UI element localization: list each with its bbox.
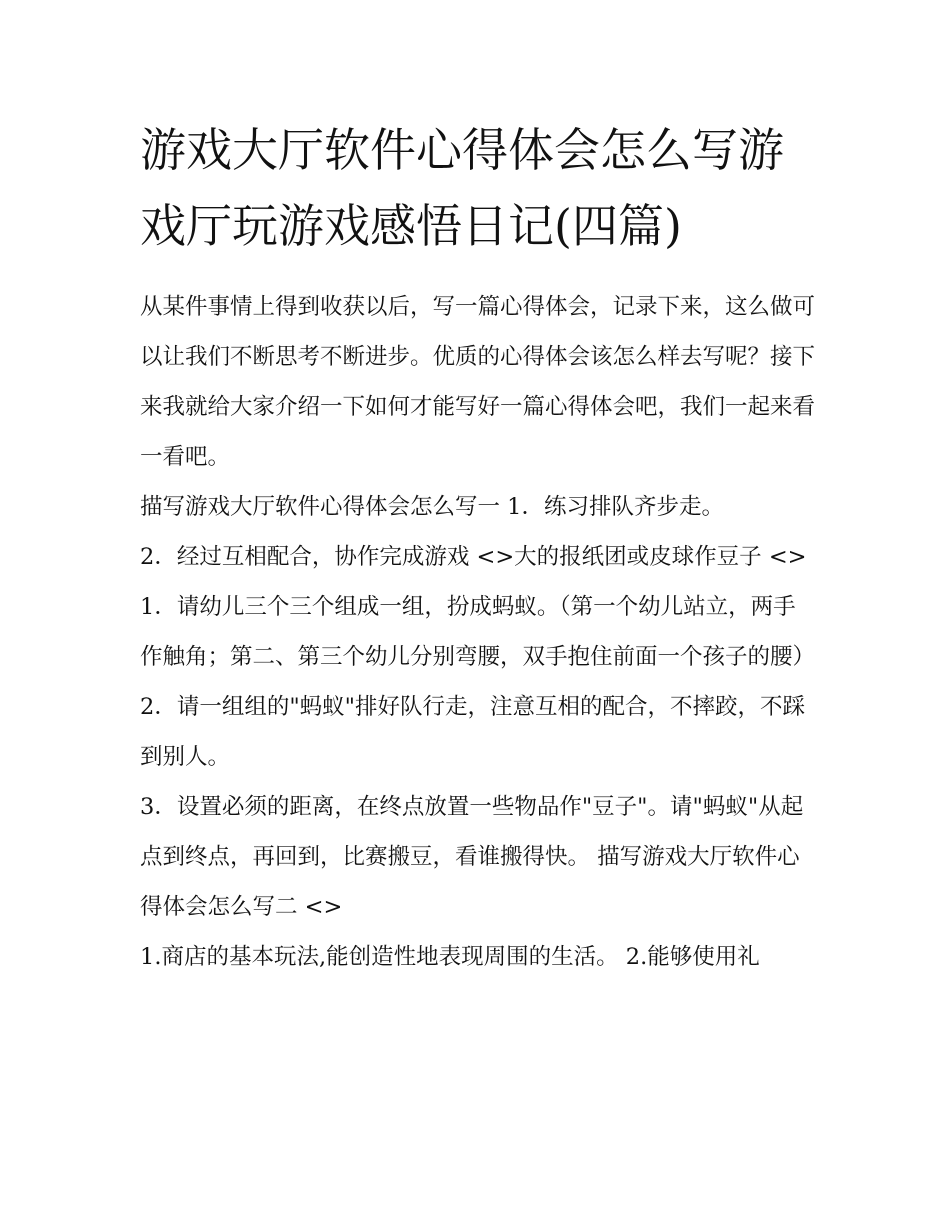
paragraph-step-three: 3．设置必须的距离，在终点放置一些物品作"豆子"。请"蚂蚁"从起点到终点，再回到，比赛搬豆，看谁搬得快。 描写游戏大厅软件心得体会怎么写二 <> xyxy=(140,794,804,920)
document-title: 游戏大厅软件心得体会怎么写游戏厅玩游戏感悟日记(四篇) xyxy=(140,123,784,253)
paragraph-step-one: 1．请幼儿三个三个组成一组，扮成蚂蚁。（第一个幼儿站立，两手作触角；第二、第三个幼儿分别弯腰，双手抱住前面一个孩子的腰） xyxy=(140,594,816,670)
paragraph-article-one-heading: 描写游戏大厅软件心得体会怎么写一 1．练习排队齐步走。 xyxy=(140,494,724,520)
document-body xyxy=(140,112,816,982)
paragraph-step-two: 2．请一组组的"蚂蚁"排好队行走，注意互相的配合，不摔跤，不踩到别人。 xyxy=(140,694,806,770)
paragraph-intro: 从某件事情上得到收获以后，写一篇心得体会，记录下来，这么做可以让我们不断思考不断进步。优质的心得体会该怎么样去写呢？接下来我就给大家介绍一下如何才能写好一篇心得体会吧，我们一起来看一看吧。 xyxy=(140,294,816,470)
paragraph-goal-two: 2．经过互相配合，协作完成游戏 <>大的报纸团或皮球作豆子 <> xyxy=(140,544,807,570)
paragraph-article-two-start: 1.商店的基本玩法,能创造性地表现周围的生活。 2.能够使用礼 xyxy=(140,944,760,970)
